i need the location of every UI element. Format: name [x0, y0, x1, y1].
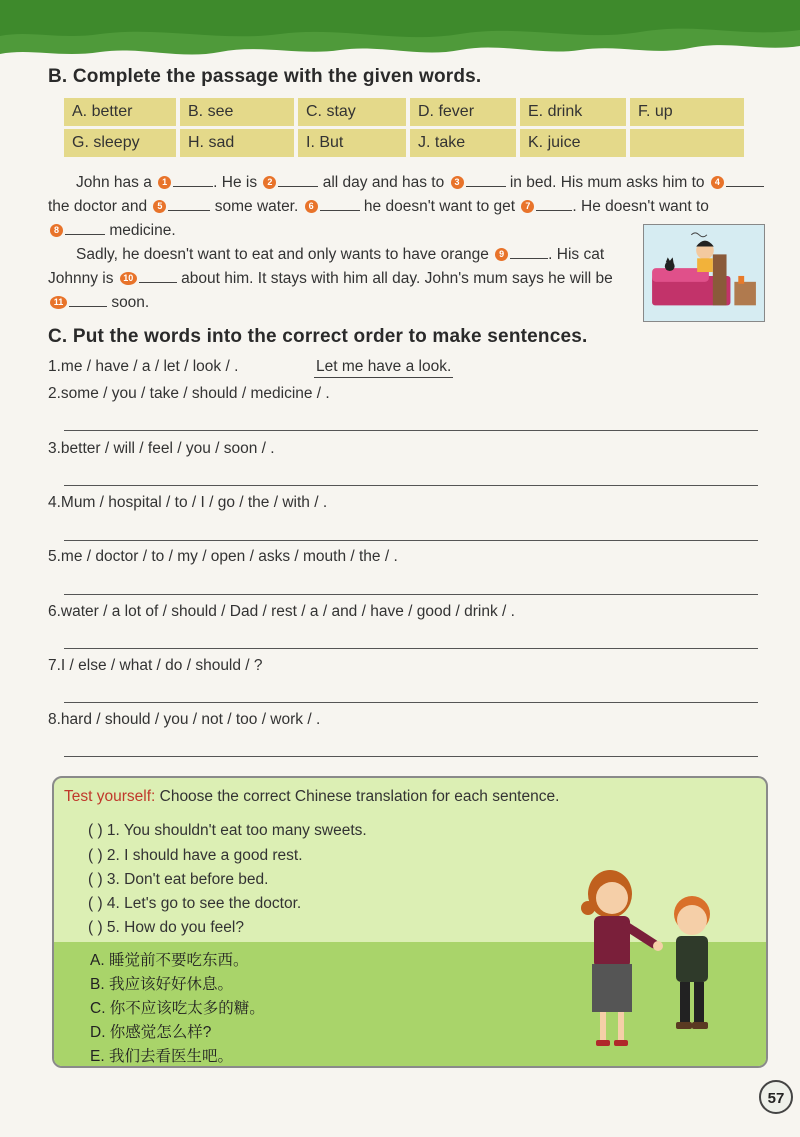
- passage-text: all day and has to: [322, 174, 445, 191]
- word-option: D. fever: [410, 98, 516, 126]
- passage-text: medicine.: [109, 222, 176, 239]
- question: 5.me / doctor / to / my / open / asks / mouth / the / .: [48, 548, 398, 565]
- answer-line[interactable]: [64, 648, 758, 649]
- word-option: I. But: [298, 129, 406, 157]
- passage-line: [76, 242, 604, 267]
- section-b-title: B. Complete the passage with the given words.: [48, 66, 482, 87]
- question: 6.water / a lot of / should / Dad / rest / a / and / have / good / drink / .: [48, 603, 515, 620]
- page-number: 57: [759, 1080, 793, 1114]
- question: 1.me / have / a / let / look / .: [48, 358, 239, 375]
- blank-number: 11: [50, 296, 67, 309]
- test-label: Test yourself:: [64, 788, 156, 805]
- passage-text: John has a: [76, 174, 152, 191]
- word-option: H. sad: [180, 129, 294, 157]
- question: 3.better / will / feel / you / soon / .: [48, 440, 275, 457]
- answer-blank[interactable]: [173, 170, 213, 187]
- passage-text: in bed. His mum asks him to: [509, 174, 705, 191]
- word-option: F. up: [630, 98, 744, 126]
- answer-line[interactable]: [64, 540, 758, 541]
- blank-number: 5: [153, 200, 166, 213]
- word-option: A. better: [64, 98, 176, 126]
- answer-blank[interactable]: [726, 170, 764, 187]
- passage-text: he doesn't want to get: [363, 198, 516, 215]
- passage-line: [76, 170, 764, 195]
- question: 8.hard / should / you / not / too / work / .: [48, 711, 321, 728]
- answer-blank[interactable]: [510, 242, 548, 259]
- word-option: C. stay: [298, 98, 406, 126]
- word-option: K. juice: [520, 129, 626, 157]
- blank-number: 1: [158, 176, 171, 189]
- answer-blank[interactable]: [69, 290, 107, 307]
- blank-number: 3: [451, 176, 464, 189]
- test-item: ( ) 1. You shouldn't eat too many sweets.: [88, 822, 367, 839]
- passage-text: some water.: [214, 198, 299, 215]
- answer-blank[interactable]: [466, 170, 506, 187]
- test-instruction: [64, 788, 559, 806]
- word-option: B. see: [180, 98, 294, 126]
- question: 7.I / else / what / do / should / ?: [48, 657, 263, 674]
- test-item: ( ) 3. Don't eat before bed.: [88, 871, 269, 888]
- word-option: J. take: [410, 129, 516, 157]
- test-yourself-box: [52, 776, 768, 1068]
- passage-line: [48, 266, 613, 291]
- passage-text: soon.: [111, 294, 150, 311]
- answer-line[interactable]: [64, 756, 758, 757]
- word-bank: [64, 98, 748, 160]
- answer-line[interactable]: [64, 485, 758, 486]
- option-item: E. 我们去看医生吧。: [90, 1048, 233, 1065]
- passage-line: [48, 194, 709, 219]
- blank-number: 7: [521, 200, 534, 213]
- test-item: ( ) 5. How do you feel?: [88, 919, 244, 936]
- grass-banner: [0, 0, 800, 70]
- answer-blank[interactable]: [139, 266, 177, 283]
- word-option: [630, 129, 744, 157]
- option-item: D. 你感觉怎么样?: [90, 1024, 212, 1041]
- passage-text: the doctor and: [48, 198, 148, 215]
- passage-text: Sadly, he doesn't want to eat and only wants to have orange: [76, 246, 489, 263]
- passage-line: [48, 290, 149, 315]
- section-c-title: C. Put the words into the correct order to make sentences.: [48, 326, 588, 347]
- blank-number: 4: [711, 176, 724, 189]
- blank-number: 2: [263, 176, 276, 189]
- word-option: E. drink: [520, 98, 626, 126]
- blank-number: 9: [495, 248, 508, 261]
- answer-line[interactable]: [64, 430, 758, 431]
- example-answer: Let me have a look.: [314, 358, 453, 378]
- passage-text: . His cat: [548, 246, 605, 263]
- answer-blank[interactable]: [536, 194, 572, 211]
- answer-blank[interactable]: [320, 194, 360, 211]
- answer-blank[interactable]: [278, 170, 318, 187]
- test-instruction-text: Choose the correct Chinese translation for each sentence.: [159, 788, 560, 805]
- blank-number: 6: [305, 200, 318, 213]
- answer-line[interactable]: [64, 702, 758, 703]
- option-item: C. 你不应该吃太多的糖。: [90, 1000, 265, 1017]
- passage-text: Johnny is: [48, 270, 114, 287]
- answer-blank[interactable]: [65, 218, 105, 235]
- passage-text: . He is: [213, 174, 258, 191]
- option-item: A. 睡觉前不要吃东西。: [90, 952, 249, 969]
- answer-line[interactable]: [64, 594, 758, 595]
- question: 4.Mum / hospital / to / I / go / the / with / .: [48, 494, 328, 511]
- option-item: B. 我应该好好休息。: [90, 976, 233, 993]
- blank-number: 8: [50, 224, 63, 237]
- answer-blank[interactable]: [168, 194, 210, 211]
- word-option: G. sleepy: [64, 129, 176, 157]
- blank-number: 10: [120, 272, 137, 285]
- passage-line: [48, 218, 176, 243]
- sick-boy-illustration: [643, 224, 765, 322]
- question: 2.some / you / take / should / medicine / .: [48, 385, 330, 402]
- test-item: ( ) 4. Let's go to see the doctor.: [88, 895, 302, 912]
- test-item: ( ) 2. I should have a good rest.: [88, 847, 303, 864]
- passage-text: . He doesn't want to: [572, 198, 709, 215]
- passage-text: about him. It stays with him all day. John's mum says he will be: [181, 270, 613, 287]
- mother-son-illustration: [574, 864, 754, 1054]
